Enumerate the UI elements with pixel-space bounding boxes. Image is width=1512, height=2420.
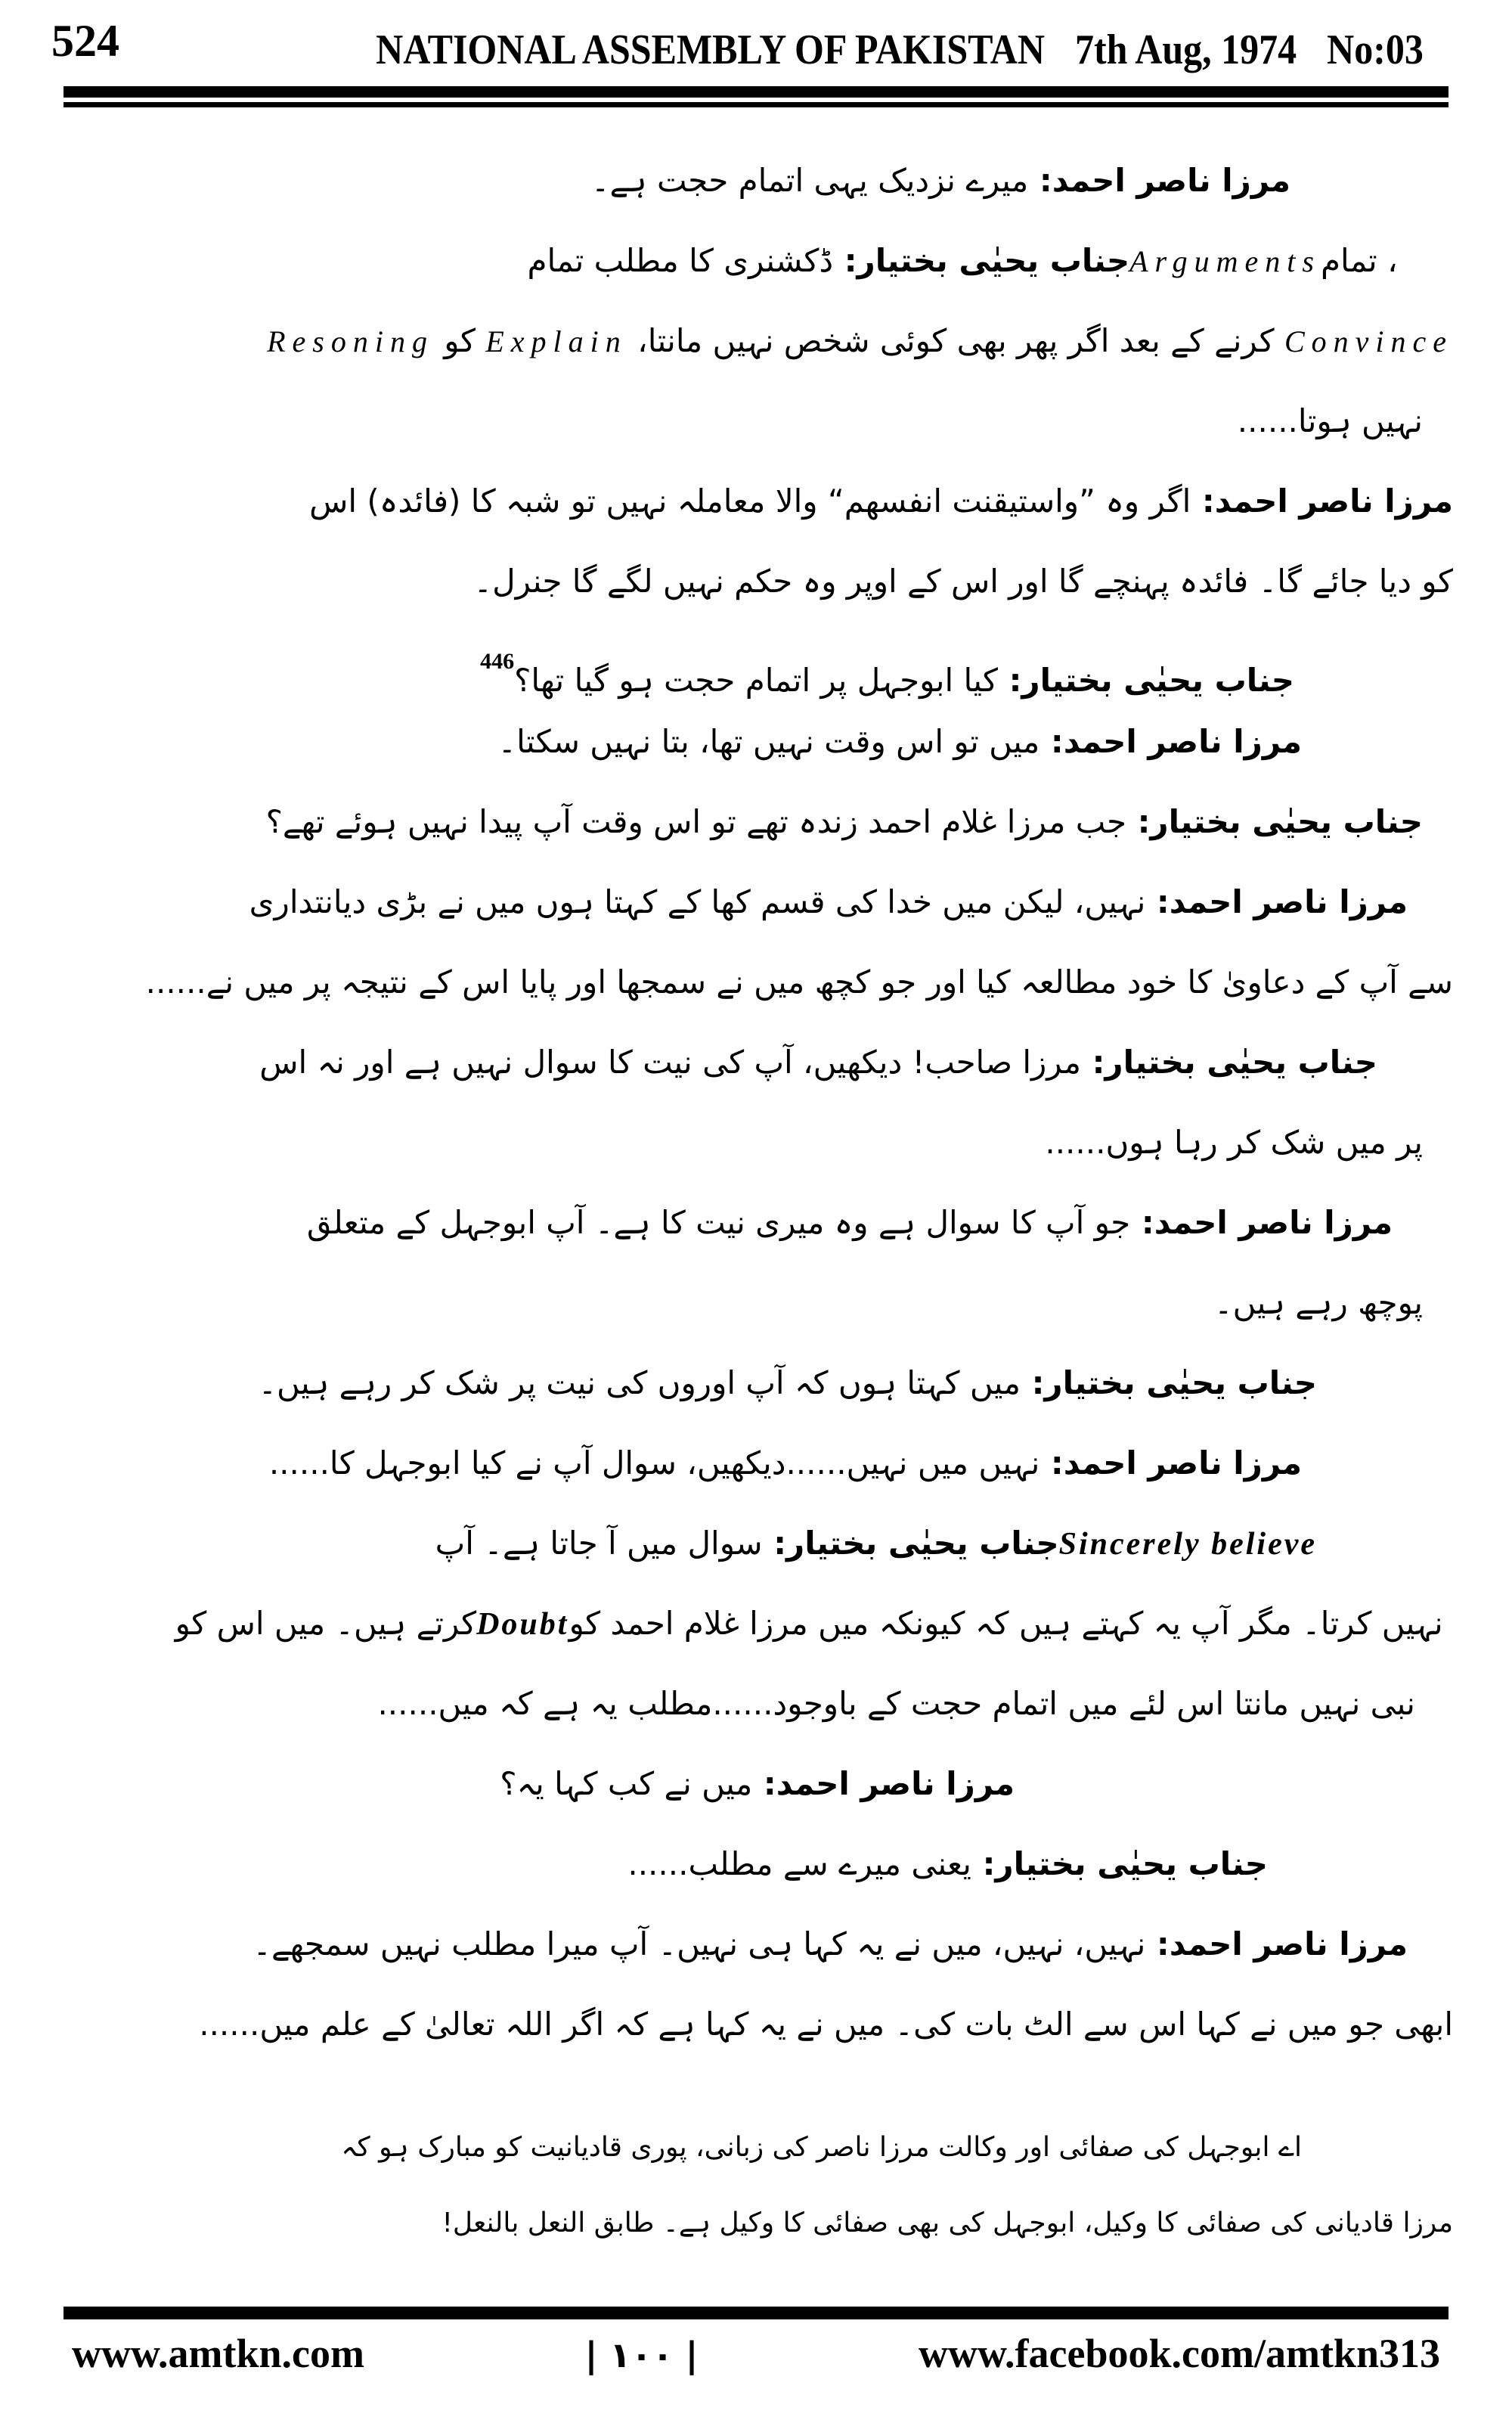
facebook-url: www.facebook.com/amtkn313 xyxy=(919,2331,1440,2376)
transcript-line-3 xyxy=(64,301,1453,381)
transcript-line-24 xyxy=(64,1984,1453,2065)
transcript-line-14 xyxy=(64,1183,1453,1263)
transcript-line-26 xyxy=(64,2186,1453,2261)
urdu-run: مرزا صاحب! دیکھیں، آپ کی نیت کا سوال نہیں ہے اور نہ اس xyxy=(259,1044,1081,1081)
urdu-run: مرزا ناصر احمد: xyxy=(1040,1444,1302,1481)
urdu-run: جناب یحیٰی بختیار: xyxy=(762,1525,1059,1562)
urdu-run: یعنی میرے سے مطلب...... xyxy=(627,1845,971,1882)
urdu-run: پر میں شک کر رہا ہوں...... xyxy=(1045,1124,1423,1161)
english-run: Resoning xyxy=(267,324,434,358)
urdu-run: جناب یحیٰی بختیار: xyxy=(1126,803,1423,840)
urdu-run: کیا ابوجہل پر اتمام حجت ہو گیا تھا؟ xyxy=(514,662,998,699)
page-number: 524 xyxy=(51,16,119,66)
transcript-line-6 xyxy=(64,541,1453,622)
urdu-run: نبی نہیں مانتا اس لئے میں اتمام حجت کے باوجود......مطلب یہ ہے کہ میں...... xyxy=(377,1685,1415,1722)
transcript-line-7 xyxy=(64,622,1453,702)
urdu-run: مرزا ناصر احمد: xyxy=(1145,883,1408,920)
urdu-run: اے ابوجہل کی صفائی اور وکالت مرزا ناصر کی زبانی، پوری قادیانیت کو مبارک ہو کہ xyxy=(341,2132,1302,2163)
urdu-run: نہیں ہوتا...... xyxy=(1237,402,1423,439)
transcript-line-21 xyxy=(64,1744,1453,1824)
urdu-run: سے آپ کے دعاویٰ کا خود مطالعہ کیا اور جو کچھ میں نے سمجھا اور پایا اس کے نتیجہ پر میں نے...... xyxy=(145,963,1453,1001)
footnote-ref: 446 xyxy=(480,649,515,674)
urdu-run: میں تو اس وقت نہیں تھا، بتا نہیں سکتا۔ xyxy=(497,723,1040,760)
urdu-run: پوچھ رہے ہیں۔ xyxy=(1214,1284,1423,1321)
header-rule-thick xyxy=(64,86,1448,98)
urdu-run: ابھی جو میں نے کہا اس سے الٹ بات کی۔ میں نے یہ کہا ہے کہ اگر اللہ تعالیٰ کے علم میں...... xyxy=(199,2006,1453,2043)
transcript-line-23 xyxy=(64,1904,1453,1984)
header-rule-thin xyxy=(64,102,1448,107)
urdu-run: جو آپ کا سوال ہے وہ میری نیت کا ہے۔ آپ ابوجہل کے متعلق xyxy=(306,1204,1131,1241)
header-title-row xyxy=(0,0,1512,71)
footer-page-marker: | ۱۰۰ | xyxy=(584,2335,699,2375)
urdu-run: نہیں، نہیں، میں نے یہ کہا ہی نہیں۔ آپ میرا مطلب نہیں سمجھے۔ xyxy=(253,1925,1146,1962)
transcript-line-22 xyxy=(64,1824,1453,1904)
urdu-run: جناب یحیٰی بختیار: xyxy=(997,662,1294,699)
english-run: Sincerely believe xyxy=(1058,1527,1317,1562)
urdu-run: جناب یحیٰی بختیار: xyxy=(1080,1044,1377,1081)
urdu-run: کرنے کے بعد اگر پھر بھی کوئی شخص نہیں مانتا، xyxy=(627,322,1284,359)
urdu-run: مرزا ناصر احمد: xyxy=(1130,1204,1393,1241)
urdu-run: میں نے کب کہا یہ؟ xyxy=(500,1765,753,1802)
urdu-run: میں کہتا ہوں کہ آپ اوروں کی نیت پر شک کر رہے ہیں۔ xyxy=(258,1364,1021,1401)
session-date: 7th Aug, 1974 xyxy=(1075,25,1297,73)
transcript-body xyxy=(0,107,1512,2261)
transcript-line-4 xyxy=(64,381,1453,461)
transcript-line-13 xyxy=(64,1103,1453,1183)
urdu-run: نہیں کرتا۔ مگر آپ یہ کہتے ہیں کہ کیونکہ میں مرزا غلام احمد کو xyxy=(569,1605,1453,1642)
transcript-line-8 xyxy=(64,702,1453,782)
urdu-run: مرزا ناصر احمد: xyxy=(752,1765,1015,1802)
transcript-line-9 xyxy=(64,782,1453,862)
urdu-run: نہیں میں نہیں......دیکھیں، سوال آپ نے کیا ابوجہل کا...... xyxy=(268,1444,1040,1481)
english-run: Doubt xyxy=(476,1607,569,1642)
urdu-run: مرزا ناصر احمد: xyxy=(1145,1925,1408,1962)
page-header xyxy=(0,0,1512,71)
transcript-line-16 xyxy=(64,1343,1453,1423)
issue-number: No:03 xyxy=(1327,25,1424,73)
urdu-run: مرزا قادیانی کی صفائی کا وکیل، ابوجہل کی بھی صفائی کا وکیل ہے۔ طابق النعل بالنعل! xyxy=(442,2207,1453,2238)
urdu-run: کو دیا جائے گا۔ فائدہ پہنچے گا اور اس کے اوپر وہ حکم نہیں لگے گا جنرل۔ xyxy=(473,563,1453,600)
english-run: Arguments xyxy=(1129,244,1321,278)
transcript-line-25 xyxy=(64,2110,1453,2186)
english-run: Explain xyxy=(485,324,627,358)
transcript-line-5 xyxy=(64,461,1453,541)
website-url: www.amtkn.com xyxy=(72,2331,364,2376)
assembly-title: NATIONAL ASSEMBLY OF PAKISTAN xyxy=(376,25,1046,73)
english-run: Convince xyxy=(1284,324,1453,358)
transcript-line-10 xyxy=(64,862,1453,942)
transcript-line-2 xyxy=(64,221,1453,301)
urdu-run: ڈکشنری کا مطلب تمام xyxy=(517,242,834,279)
urdu-run: سوال میں آ جاتا ہے۔ آپ xyxy=(425,1525,763,1562)
transcript-line-15 xyxy=(64,1263,1453,1343)
urdu-run: اگر وہ ”واستیقنت انفسھم“ والا معاملہ نہیں تو شبہ کا (فائدہ) اس xyxy=(309,482,1191,520)
urdu-run: میرے نزدیک یہی اتمام حجت ہے۔ xyxy=(590,162,1029,199)
urdu-run: کو xyxy=(433,322,486,359)
page-footer xyxy=(0,2319,1512,2377)
urdu-run: مرزا ناصر احمد: xyxy=(1028,162,1290,199)
transcript-line-20 xyxy=(64,1664,1453,1744)
transcript-line-18 xyxy=(64,1503,1453,1584)
urdu-run: نہیں، لیکن میں خدا کی قسم کھا کے کہتا ہوں میں نے بڑی دیانتداری xyxy=(249,883,1146,920)
transcript-line-12 xyxy=(64,1022,1453,1103)
transcript-line-11 xyxy=(64,942,1453,1022)
urdu-run: مرزا ناصر احمد: xyxy=(1040,723,1302,760)
urdu-run: جب مرزا غلام احمد زندہ تھے تو اس وقت آپ پیدا نہیں ہوئے تھے؟ xyxy=(265,803,1126,840)
footer-rule xyxy=(64,2307,1448,2319)
urdu-run: جناب یحیٰی بختیار: xyxy=(1020,1364,1317,1401)
urdu-run: جناب یحیٰی بختیار: xyxy=(971,1845,1268,1882)
urdu-run: کرتے ہیں۔ میں اس کو xyxy=(165,1605,477,1642)
transcript-line-19 xyxy=(64,1584,1453,1664)
transcript-line-17 xyxy=(64,1423,1453,1503)
transcript-line-1 xyxy=(64,141,1453,221)
urdu-run: جناب یحیٰی بختیار: xyxy=(833,242,1130,279)
urdu-run: مرزا ناصر احمد: xyxy=(1191,482,1453,520)
urdu-run: ، تمام xyxy=(1320,242,1408,279)
